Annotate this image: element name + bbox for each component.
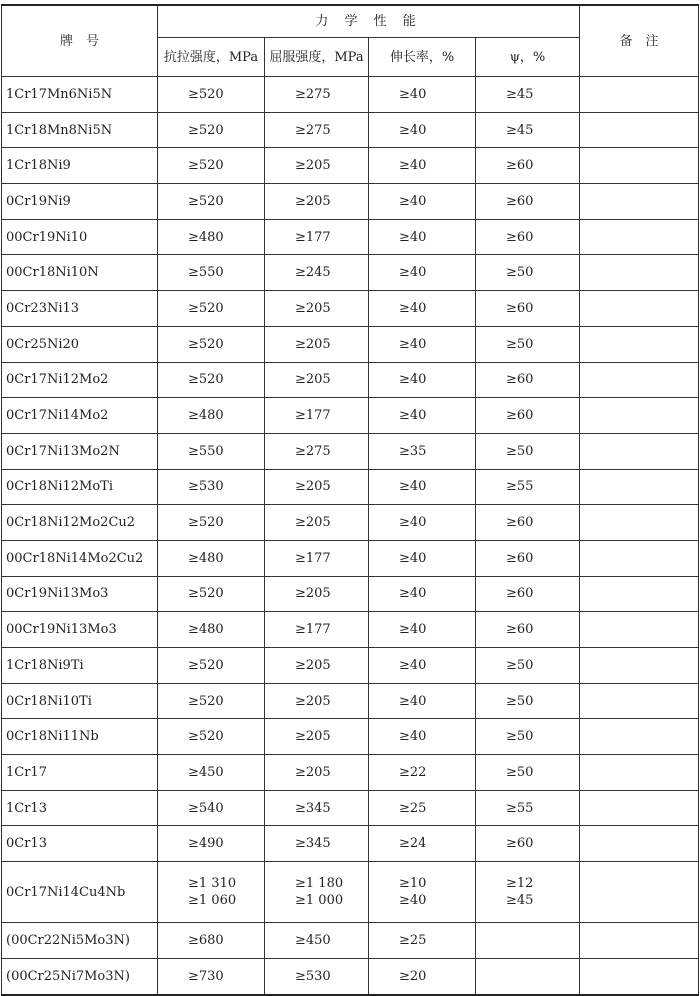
value-line: ≥40	[399, 265, 427, 281]
grade-cell: 0Cr23Ni13	[2, 291, 158, 327]
remarks-cell	[580, 862, 699, 923]
remarks-cell	[580, 112, 699, 148]
value-line: ≥550	[188, 265, 224, 281]
tensile-strength-cell	[158, 505, 265, 541]
remarks-cell	[580, 469, 699, 505]
value-line: ≥730	[188, 968, 224, 984]
table-row	[2, 184, 699, 220]
value-line: ≥40	[399, 515, 427, 531]
tensile-strength-cell	[158, 219, 265, 255]
remarks-cell	[580, 291, 699, 327]
value-line: ≥177	[295, 622, 331, 638]
yield-strength-header: 屈服强度，MPa	[265, 38, 369, 77]
elongation-cell	[369, 77, 476, 113]
value-line: ≥480	[188, 229, 224, 245]
value-line: ≥1 310	[188, 876, 237, 892]
remarks-cell	[580, 219, 699, 255]
value-line: ≥205	[295, 479, 331, 495]
reduction-of-area-cell	[476, 184, 580, 220]
elongation-cell	[369, 433, 476, 469]
remarks-cell	[580, 326, 699, 362]
value-line: ≥177	[295, 550, 331, 566]
grade-cell: 1Cr13	[2, 790, 158, 826]
grade-cell: 00Cr19Ni13Mo3	[2, 612, 158, 648]
elongation-cell	[369, 923, 476, 959]
value-line: ≥40	[399, 586, 427, 602]
value-line: ≥490	[188, 836, 224, 852]
value-line: ≥450	[295, 932, 331, 948]
reduction-of-area-cell	[476, 755, 580, 791]
grade-cell: 0Cr18Ni12Mo2Cu2	[2, 505, 158, 541]
grade-cell: 1Cr18Mn8Ni5N	[2, 112, 158, 148]
value-line: ≥50	[506, 693, 534, 709]
yield-strength-cell	[265, 112, 369, 148]
grade-cell: 0Cr18Ni11Nb	[2, 719, 158, 755]
tensile-strength-cell	[158, 148, 265, 184]
tensile-strength-cell	[158, 112, 265, 148]
elongation-cell	[369, 398, 476, 434]
tensile-strength-cell	[158, 862, 265, 923]
remarks-cell	[580, 540, 699, 576]
value-line: ≥40	[399, 550, 427, 566]
tensile-strength-cell	[158, 255, 265, 291]
reduction-of-area-cell	[476, 433, 580, 469]
reduction-of-area-cell	[476, 683, 580, 719]
tensile-strength-cell	[158, 790, 265, 826]
yield-strength-cell	[265, 184, 369, 220]
table-row	[2, 505, 699, 541]
elongation-cell	[369, 362, 476, 398]
remarks-header: 备 注	[580, 5, 699, 77]
elongation-cell	[369, 219, 476, 255]
value-line: ≥205	[295, 764, 331, 780]
grade-cell: (00Cr25Ni7Mo3N)	[2, 958, 158, 994]
table-body	[2, 77, 699, 995]
value-line: ≥40	[399, 408, 427, 424]
value-line: ≥1 180	[295, 876, 344, 892]
value-line: ≥520	[188, 336, 224, 352]
reduction-of-area-cell	[476, 398, 580, 434]
table-row	[2, 826, 699, 862]
grade-cell: 0Cr19Ni9	[2, 184, 158, 220]
value-line: ≥345	[295, 836, 331, 852]
reduction-of-area-cell	[476, 719, 580, 755]
yield-strength-cell	[265, 148, 369, 184]
yield-strength-cell	[265, 255, 369, 291]
yield-strength-cell	[265, 755, 369, 791]
yield-strength-cell	[265, 77, 369, 113]
tensile-strength-cell	[158, 683, 265, 719]
reduction-of-area-cell	[476, 77, 580, 113]
table-row	[2, 862, 699, 923]
value-line: ≥55	[506, 479, 534, 495]
value-line: ≥480	[188, 408, 224, 424]
mechanical-properties-table	[1, 4, 699, 996]
grade-cell: 00Cr18Ni10N	[2, 255, 158, 291]
value-line: ≥45	[506, 893, 534, 909]
table-row	[2, 958, 699, 994]
value-line: ≥40	[399, 86, 427, 102]
value-line: ≥450	[188, 764, 224, 780]
elongation-cell	[369, 505, 476, 541]
value-line: ≥520	[188, 586, 224, 602]
yield-strength-cell	[265, 683, 369, 719]
reduction-of-area-cell	[476, 648, 580, 684]
value-line: ≥35	[399, 443, 427, 459]
value-line: ≥45	[506, 86, 534, 102]
grade-cell: 0Cr13	[2, 826, 158, 862]
value-line: ≥520	[188, 729, 224, 745]
grade-cell: 1Cr18Ni9Ti	[2, 648, 158, 684]
yield-strength-cell	[265, 540, 369, 576]
table-row	[2, 612, 699, 648]
value-line: ≥40	[399, 729, 427, 745]
header-row-top	[2, 5, 699, 38]
table-row	[2, 112, 699, 148]
tensile-strength-cell	[158, 291, 265, 327]
value-line: ≥205	[295, 657, 331, 673]
value-line: ≥520	[188, 300, 224, 316]
remarks-cell	[580, 612, 699, 648]
elongation-cell	[369, 719, 476, 755]
grade-cell: 0Cr19Ni13Mo3	[2, 576, 158, 612]
value-line: ≥530	[295, 968, 331, 984]
tensile-strength-cell	[158, 469, 265, 505]
elongation-header: 伸长率，%	[369, 38, 476, 77]
value-line: ≥40	[399, 300, 427, 316]
value-line: ≥275	[295, 86, 331, 102]
elongation-cell	[369, 469, 476, 505]
yield-strength-cell	[265, 433, 369, 469]
value-line: ≥20	[399, 968, 427, 984]
remarks-cell	[580, 790, 699, 826]
elongation-cell	[369, 755, 476, 791]
value-line: ≥50	[506, 729, 534, 745]
elongation-cell	[369, 576, 476, 612]
grade-header: 牌 号	[2, 5, 158, 77]
value-line: ≥60	[506, 372, 534, 388]
reduction-of-area-cell	[476, 958, 580, 994]
remarks-cell	[580, 576, 699, 612]
table-row	[2, 291, 699, 327]
grade-cell: 00Cr18Ni14Mo2Cu2	[2, 540, 158, 576]
table-row	[2, 469, 699, 505]
remarks-cell	[580, 826, 699, 862]
elongation-cell	[369, 326, 476, 362]
grade-cell: 00Cr19Ni10	[2, 219, 158, 255]
value-line: ≥45	[506, 122, 534, 138]
yield-strength-cell	[265, 505, 369, 541]
value-line: ≥275	[295, 443, 331, 459]
value-line: ≥177	[295, 229, 331, 245]
tensile-strength-cell	[158, 576, 265, 612]
tensile-strength-cell	[158, 433, 265, 469]
elongation-cell	[369, 958, 476, 994]
value-line: ≥50	[506, 265, 534, 281]
elongation-cell	[369, 648, 476, 684]
value-line: ≥1 000	[295, 893, 344, 909]
reduction-of-area-cell	[476, 790, 580, 826]
value-line: ≥205	[295, 193, 331, 209]
tensile-strength-cell	[158, 755, 265, 791]
remarks-cell	[580, 148, 699, 184]
remarks-cell	[580, 755, 699, 791]
value-line: ≥520	[188, 86, 224, 102]
value-line: ≥205	[295, 693, 331, 709]
grade-cell: 0Cr18Ni12MoTi	[2, 469, 158, 505]
table-row	[2, 148, 699, 184]
value-line: ≥60	[506, 515, 534, 531]
reduction-of-area-cell	[476, 612, 580, 648]
value-line: ≥205	[295, 586, 331, 602]
tensile-strength-cell	[158, 362, 265, 398]
value-line: ≥205	[295, 515, 331, 531]
value-line: ≥60	[506, 229, 534, 245]
value-line: ≥480	[188, 622, 224, 638]
remarks-cell	[580, 505, 699, 541]
elongation-cell	[369, 540, 476, 576]
value-line: ≥25	[399, 932, 427, 948]
value-line: ≥520	[188, 193, 224, 209]
value-line: ≥60	[506, 586, 534, 602]
elongation-cell	[369, 184, 476, 220]
tensile-strength-cell	[158, 648, 265, 684]
value-line: ≥205	[295, 158, 331, 174]
grade-cell: 1Cr17	[2, 755, 158, 791]
remarks-cell	[580, 719, 699, 755]
table-row	[2, 433, 699, 469]
table-row	[2, 540, 699, 576]
tensile-strength-cell	[158, 326, 265, 362]
elongation-cell	[369, 862, 476, 923]
yield-strength-cell	[265, 923, 369, 959]
tensile-strength-cell	[158, 612, 265, 648]
reduction-of-area-cell	[476, 923, 580, 959]
reduction-of-area-cell	[476, 255, 580, 291]
value-line: ≥12	[506, 876, 534, 892]
value-line: ≥10	[399, 876, 427, 892]
tensile-strength-cell	[158, 77, 265, 113]
tensile-strength-header: 抗拉强度，MPa	[158, 38, 265, 77]
yield-strength-cell	[265, 790, 369, 826]
table-row	[2, 923, 699, 959]
value-line: ≥40	[399, 479, 427, 495]
value-line: ≥40	[399, 336, 427, 352]
reduction-of-area-cell	[476, 326, 580, 362]
remarks-cell	[580, 184, 699, 220]
reduction-of-area-cell	[476, 112, 580, 148]
elongation-cell	[369, 148, 476, 184]
value-line: ≥520	[188, 122, 224, 138]
yield-strength-cell	[265, 958, 369, 994]
value-line: ≥60	[506, 622, 534, 638]
grade-cell: 0Cr17Ni14Mo2	[2, 398, 158, 434]
table-row	[2, 755, 699, 791]
table-row	[2, 576, 699, 612]
reduction-of-area-cell	[476, 826, 580, 862]
value-line: ≥520	[188, 372, 224, 388]
grade-cell: 0Cr18Ni10Ti	[2, 683, 158, 719]
yield-strength-cell	[265, 862, 369, 923]
value-line: ≥55	[506, 800, 534, 816]
value-line: ≥60	[506, 300, 534, 316]
value-line: ≥40	[399, 893, 427, 909]
table-row	[2, 790, 699, 826]
reduction-of-area-cell	[476, 505, 580, 541]
tensile-strength-cell	[158, 923, 265, 959]
value-line: ≥40	[399, 372, 427, 388]
elongation-cell	[369, 683, 476, 719]
yield-strength-cell	[265, 612, 369, 648]
value-line: ≥60	[506, 193, 534, 209]
value-line: ≥40	[399, 122, 427, 138]
value-line: ≥60	[506, 836, 534, 852]
elongation-cell	[369, 790, 476, 826]
reduction-of-area-cell	[476, 469, 580, 505]
reduction-of-area-cell	[476, 540, 580, 576]
remarks-cell	[580, 683, 699, 719]
table-row	[2, 648, 699, 684]
yield-strength-cell	[265, 469, 369, 505]
value-line: ≥530	[188, 479, 224, 495]
mechanical-properties-header: 力 学 性 能	[158, 5, 580, 38]
reduction-of-area-cell	[476, 362, 580, 398]
yield-strength-cell	[265, 219, 369, 255]
grade-cell: (00Cr22Ni5Mo3N)	[2, 923, 158, 959]
remarks-cell	[580, 362, 699, 398]
value-line: ≥520	[188, 657, 224, 673]
value-line: ≥50	[506, 764, 534, 780]
table-row	[2, 683, 699, 719]
value-line: ≥50	[506, 336, 534, 352]
tensile-strength-cell	[158, 184, 265, 220]
yield-strength-cell	[265, 826, 369, 862]
value-line: ≥245	[295, 265, 331, 281]
grade-cell: 1Cr17Mn6Ni5N	[2, 77, 158, 113]
value-line: ≥22	[399, 764, 427, 780]
value-line: ≥550	[188, 443, 224, 459]
grade-cell: 0Cr17Ni14Cu4Nb	[2, 862, 158, 923]
reduction-of-area-cell	[476, 219, 580, 255]
table-row	[2, 362, 699, 398]
yield-strength-cell	[265, 291, 369, 327]
value-line: ≥40	[399, 158, 427, 174]
value-line: ≥60	[506, 158, 534, 174]
reduction-of-area-cell	[476, 291, 580, 327]
table-row	[2, 77, 699, 113]
table-row	[2, 219, 699, 255]
tensile-strength-cell	[158, 398, 265, 434]
value-line: ≥50	[506, 657, 534, 673]
tensile-strength-cell	[158, 958, 265, 994]
value-line: ≥177	[295, 408, 331, 424]
elongation-cell	[369, 112, 476, 148]
reduction-of-area-cell	[476, 862, 580, 923]
tensile-strength-cell	[158, 826, 265, 862]
value-line: ≥24	[399, 836, 427, 852]
value-line: ≥40	[399, 693, 427, 709]
yield-strength-cell	[265, 719, 369, 755]
value-line: ≥275	[295, 122, 331, 138]
yield-strength-cell	[265, 398, 369, 434]
value-line: ≥50	[506, 443, 534, 459]
table-row	[2, 255, 699, 291]
elongation-cell	[369, 291, 476, 327]
table-row	[2, 326, 699, 362]
value-line: ≥25	[399, 800, 427, 816]
value-line: ≥205	[295, 729, 331, 745]
value-line: ≥540	[188, 800, 224, 816]
grade-cell: 0Cr25Ni20	[2, 326, 158, 362]
remarks-cell	[580, 648, 699, 684]
value-line: ≥520	[188, 515, 224, 531]
value-line: ≥480	[188, 550, 224, 566]
value-line: ≥40	[399, 622, 427, 638]
value-line: ≥520	[188, 693, 224, 709]
value-line: ≥1 060	[188, 893, 237, 909]
reduction-of-area-cell	[476, 148, 580, 184]
grade-cell: 1Cr18Ni9	[2, 148, 158, 184]
tensile-strength-cell	[158, 719, 265, 755]
value-line: ≥345	[295, 800, 331, 816]
yield-strength-cell	[265, 648, 369, 684]
value-line: ≥40	[399, 229, 427, 245]
value-line: ≥205	[295, 372, 331, 388]
grade-cell: 0Cr17Ni12Mo2	[2, 362, 158, 398]
remarks-cell	[580, 398, 699, 434]
table-row	[2, 398, 699, 434]
value-line: ≥205	[295, 300, 331, 316]
remarks-cell	[580, 433, 699, 469]
elongation-cell	[369, 826, 476, 862]
reduction-of-area-header: ψ，%	[476, 38, 580, 77]
yield-strength-cell	[265, 362, 369, 398]
value-line: ≥40	[399, 657, 427, 673]
value-line: ≥205	[295, 336, 331, 352]
remarks-cell	[580, 958, 699, 994]
yield-strength-cell	[265, 326, 369, 362]
elongation-cell	[369, 612, 476, 648]
value-line: ≥60	[506, 408, 534, 424]
table-row	[2, 719, 699, 755]
reduction-of-area-cell	[476, 576, 580, 612]
elongation-cell	[369, 255, 476, 291]
remarks-cell	[580, 923, 699, 959]
value-line: ≥520	[188, 158, 224, 174]
remarks-cell	[580, 255, 699, 291]
value-line: ≥60	[506, 550, 534, 566]
grade-cell: 0Cr17Ni13Mo2N	[2, 433, 158, 469]
remarks-cell	[580, 77, 699, 113]
yield-strength-cell	[265, 576, 369, 612]
value-line: ≥680	[188, 932, 224, 948]
tensile-strength-cell	[158, 540, 265, 576]
value-line: ≥40	[399, 193, 427, 209]
